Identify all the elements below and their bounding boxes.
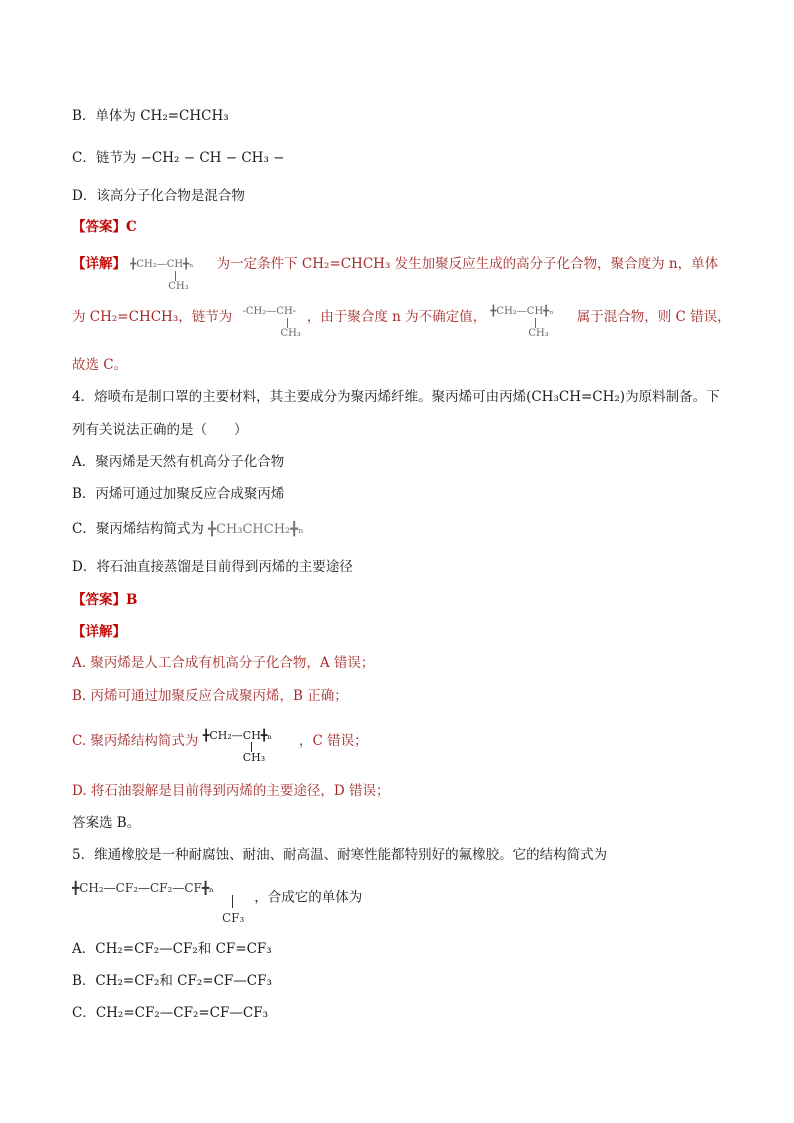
q5-option-c: C．CH₂=CF₂—CF₂=CF—CF₃: [72, 1005, 268, 1021]
q5-formula-line: [72, 878, 754, 925]
q3-detail-line1: [72, 254, 754, 292]
q4-answer: 【答案】B: [72, 592, 138, 608]
q3-link-unit-branch: CH₃: [280, 327, 301, 339]
q3-formula-main: ╋CH₂—CH╋ₙ: [130, 258, 194, 270]
q4-detail-c-formula: [202, 726, 295, 764]
q3-formula2-branch: CH₃: [528, 327, 549, 339]
q4-detail-c-formula-main: ╋CH₂—CH╋ₙ: [202, 728, 273, 742]
q5-stem: 5．维通橡胶是一种耐腐蚀、耐油、耐高温、耐寒性能都特别好的氟橡胶。它的结构简式为: [72, 847, 608, 863]
q5-option-a: A．CH₂=CF₂—CF₂和 CF=CF₃: [72, 941, 272, 957]
q3-detail-text1: 为一定条件下 CH₂=CHCH₃ 发生加聚反应生成的高分子化合物，聚合度为 n，单体: [216, 256, 719, 272]
q4-detail-tag: 【详解】: [72, 624, 126, 640]
q3-option-d: D．该高分子化合物是混合物: [72, 188, 245, 204]
q5-formula-stem: [232, 895, 233, 908]
q3-link-unit-main: -CH₂—CH-: [242, 305, 297, 317]
q5-polymer-formula: [72, 878, 250, 925]
q5-formula-tail: ，合成它的单体为: [254, 889, 363, 906]
q3-detail-text2b: ，由于聚合度 n 为不确定值，: [306, 309, 487, 325]
q4-detail-b: B. 丙烯可通过加聚反应合成聚丙烯，B 正确；: [72, 688, 348, 704]
q4-option-c: [72, 519, 754, 540]
q4-detail-a: A. 聚丙烯是人工合成有机高分子化合物，A 错误；: [72, 655, 375, 671]
q3-option-b: B．单体为 CH₂=CHCH₃: [72, 108, 229, 124]
q4-detail-c-branch: CH₃: [242, 750, 266, 764]
q4-detail-d: D. 将石油裂解是目前得到丙烯的主要途径，D 错误；: [72, 783, 390, 799]
q3-polymer-formula-2: [490, 302, 572, 339]
q4-detail-c-text: C. 聚丙烯结构简式为: [72, 733, 199, 749]
q5-option-b: B．CH₂=CF₂和 CF₂=CF—CF₃: [72, 973, 272, 989]
q3-detail-text2c: 属于混合物，则 C 错误，: [576, 309, 731, 325]
q4-option-c-text: C．聚丙烯结构简式为: [72, 521, 204, 537]
q5-formula-branch: CF₃: [222, 911, 245, 925]
q3-link-unit-formula: [242, 302, 303, 339]
q3-detail-line2: [72, 305, 754, 339]
q3-polymer-formula: [130, 255, 212, 292]
q5-formula-main: ╋CH₂—CF₂—CF₂—CF╋ₙ: [72, 881, 215, 895]
q4-option-d: D．将石油直接蒸馏是目前得到丙烯的主要途径: [72, 559, 353, 575]
q4-stem-line1: 4．熔喷布是制口罩的主要材料，其主要成分为聚丙烯纤维。聚丙烯可由丙烯(CH₃CH=CH₂)为原料制备。下: [72, 389, 720, 405]
q3-detail-text2a: 为 CH₂=CHCH₃，链节为: [72, 309, 233, 325]
q4-detail-c-end: ，C 错误；: [299, 733, 368, 749]
q3-formula-branch: CH₃: [168, 280, 189, 292]
q3-formula2-main: ╋CH₂—CH╋ₙ: [490, 305, 554, 317]
q4-option-c-formula: ╋CH₃CHCH₂╋ₙ: [208, 522, 304, 537]
q3-answer: 【答案】C: [72, 219, 137, 235]
q4-stem-line2: 列有关说法正确的是（ ）: [72, 422, 248, 438]
q4-conclusion: 答案选 B。: [72, 815, 141, 831]
q3-detail-line3: 故选 C。: [72, 357, 128, 373]
q4-option-a: A．聚丙烯是天然有机高分子化合物: [72, 454, 285, 470]
q3-option-c: C．链节为 −CH₂ − CH − CH₃ −: [72, 150, 285, 166]
q4-detail-c: [72, 728, 754, 764]
q3-detail-tag: 【详解】: [72, 256, 126, 272]
q4-option-b: B．丙烯可通过加聚反应合成聚丙烯: [72, 486, 285, 502]
